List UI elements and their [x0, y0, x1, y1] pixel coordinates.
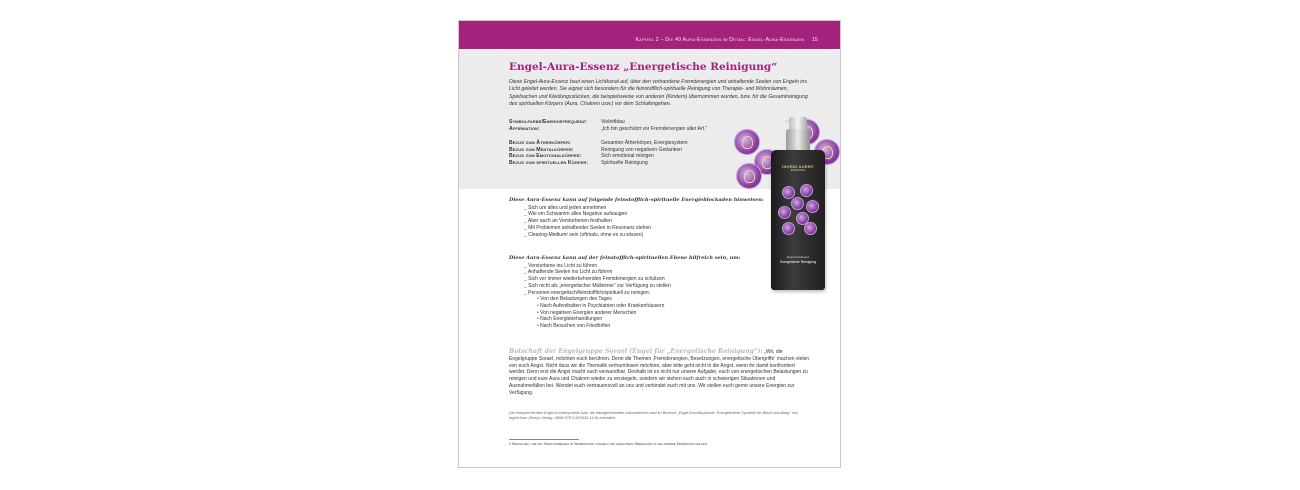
- page-number: 15: [811, 37, 818, 43]
- list-item: _ Wie ein Schwamm alles Negative aufsaugen: [524, 211, 769, 218]
- attribute-table: [509, 119, 769, 167]
- list-item: _ Aber auch an Verstorbenen festhalten: [524, 218, 769, 225]
- list-item: _ Personen energetisch/feinstofflich/spirituell zu reinigen:: [524, 290, 769, 297]
- document-page: [458, 20, 841, 468]
- bottle-body: [771, 150, 825, 290]
- helps-list: [524, 263, 769, 297]
- chapter-title: Kapitel 2 – Die 40 Aura-Essenzen im Detail: Engel-Aura-Essenzen: [635, 37, 805, 43]
- bottle-neck: [786, 129, 810, 151]
- attribute-value: „Ich bin geschützt vor Fremdenergien aller Art.“: [601, 125, 708, 132]
- cleansing-sublist: [537, 296, 769, 330]
- bottle-brand: INGRID AUER®: [782, 164, 814, 169]
- symbol-dot-icon: [806, 200, 819, 213]
- relation-value: Reinigung von negativen Gedanken: [601, 146, 682, 153]
- list-item: _ Sich nicht als „energetischer Mülleimer“ zur Verfügung zu stellen: [524, 283, 769, 290]
- running-head: [636, 37, 818, 43]
- relation-row-spiritual: [509, 160, 769, 167]
- sublist-item: • Von negativen Energien anderer Menschen: [537, 310, 769, 317]
- list-item: _ Anhaftende Seelen ins Licht zu führen: [524, 269, 769, 276]
- list-item: _ Sich vor immer wiederkehrenden Fremdenergien zu schützen: [524, 276, 769, 283]
- symbol-dot-icon: [791, 197, 804, 210]
- bottle-symbol-grid: [778, 184, 818, 234]
- relation-label: Bezug zum Emotionalkörper:: [509, 153, 582, 160]
- message-heading: Botschaft der Engelgruppe Sorael (Engel für „Energetische Reinigung“):: [509, 348, 763, 355]
- angel-symbol-icon: [734, 129, 760, 155]
- relation-value: Gesamter Ätherkörper, Energiesystem: [601, 140, 688, 147]
- list-item: _ Verstorbene ins Licht zu führen: [524, 263, 769, 270]
- sublist-item: • Nach Aufenthalten in Psychiatrien oder Krankenhäusern: [537, 303, 769, 310]
- sublist-item: • Nach Besuchen von Friedhöfen: [537, 323, 769, 330]
- blockades-section: [509, 197, 769, 238]
- bottle-product-name: Energetische Reinigung: [779, 260, 816, 264]
- footnote-divider: [509, 439, 579, 440]
- spray-cap: [789, 117, 807, 129]
- relation-label: Bezug zum Mentalkörper:: [509, 146, 574, 153]
- angel-symbol-icon: [736, 163, 762, 189]
- relation-label: Bezug zum spirituellen Körper:: [509, 159, 589, 166]
- reference-note: Die entsprechenden Engel-Kombisymbole bzw. die dazugehörenden Informationen sind im Buchset „Engel-Kombisymbole. Energetisierte Symbole für Beruf und Alltag“ von Ingrid Auer (Ekeyo-Verlag, ISBN 978-3-902636-14-8) enthalten.: [509, 411, 798, 421]
- relation-row-ether: [509, 140, 769, 147]
- list-item: _ Mit Problemen anhaftender Seelen in Resonanz stehen: [524, 225, 769, 232]
- bottle-caption: Engel-Aura-Essenz: [786, 256, 810, 259]
- symbol-dot-icon: [804, 222, 817, 235]
- attribute-label: Symbolfarbe/Energiefrequenz:: [509, 119, 588, 125]
- attribute-row-color: [509, 119, 769, 126]
- list-item: _ Sich um alles und jeden annehmen: [524, 205, 769, 212]
- message-text: „Wir, die Engelgruppe Sorael, möchten euch berühren. Denn die Themen ‚Fremdenergien, Besetzungen, energetische Übergriffe‘ machen vielen von euch Angst. Nicht dass wir die Thematik verharmlosen möchten, aber bitte geht nicht in die Angst, wenn ihr damit konfrontiert werdet. Denn erst die Angst macht euch verwundbar. Deshalb ist es nicht nur unsere Aufgabe, euch von energetischen Belastungen zu reinigen und eure Aura und Chakren wieder zu versiegeln, sondern wir stehen euch auch in schwierigen Situationen und Ausnahmefällen bei. Wendet euch vertrauensvoll an uns und verbindet euch mit uns. Wir stellen euch gerne unsere Energien zur Verfügung.: [509, 349, 809, 396]
- attribute-row-affirmation: [509, 126, 769, 133]
- blockades-heading: Diese Aura-Essenz kann auf folgende feinstofflich-spirituelle Energieblockaden hinweisen:: [509, 197, 764, 203]
- symbol-dot-icon: [778, 206, 791, 219]
- relation-value: Sich emotional reinigen: [601, 153, 654, 160]
- symbol-dot-icon: [800, 184, 813, 197]
- sublist-item: • Von den Belastungen des Tages: [537, 296, 769, 303]
- sublist-item: • Nach Energiebehandlungen: [537, 316, 769, 323]
- relation-row-emotional: [509, 153, 769, 160]
- symbol-dot-icon: [782, 222, 795, 235]
- relation-value: Spirituelle Reinigung: [601, 159, 648, 166]
- attribute-value: Violettblau: [601, 119, 625, 125]
- bottle-brand-sub: ESSENCES: [790, 169, 806, 172]
- relation-row-mental: [509, 147, 769, 154]
- attribute-label: Affirmation:: [509, 125, 540, 132]
- angel-message: [509, 349, 809, 397]
- page-title: Engel-Aura-Essenz „Energetische Reinigung“: [509, 61, 778, 73]
- intro-paragraph: Diese Engel-Aura-Essenz baut einen Lichtkanal auf, über den vorhandene Fremdenergien und anhaftende Seelen von Engeln ins Licht geleitet werden. Sie eignet sich besonders für die feinstofflich-spirituelle Reinigung von Therapie- und Wohnräumen, Spielsachen und Kleidungsstücken, die beispielsweise von anderen (Kindern) übernommen wurden, bzw. für die Gesamtreinigung des spirituellen Körpers (Aura, Chakren usw.) vor dem Schlafengehen.: [509, 79, 808, 108]
- list-item: _ Clearing-Medium² sein (oftmals, ohne es zu wissen): [524, 232, 769, 239]
- header-band: [459, 21, 840, 49]
- helps-section: [509, 255, 769, 330]
- blockades-list: [524, 205, 769, 239]
- helps-heading: Diese Aura-Essenz kann auf der feinstofflich-spirituellen Ebene hilfreich sein, um:: [509, 255, 741, 261]
- product-bottle-image: [771, 117, 825, 295]
- footnote: 2 Menschen, die mit Verstorbenen in Verbindung stehen und ihnen beim Übergang in die andere Dimension helfen.: [509, 442, 709, 446]
- relation-label: Bezug zum Ätherkörper:: [509, 140, 571, 147]
